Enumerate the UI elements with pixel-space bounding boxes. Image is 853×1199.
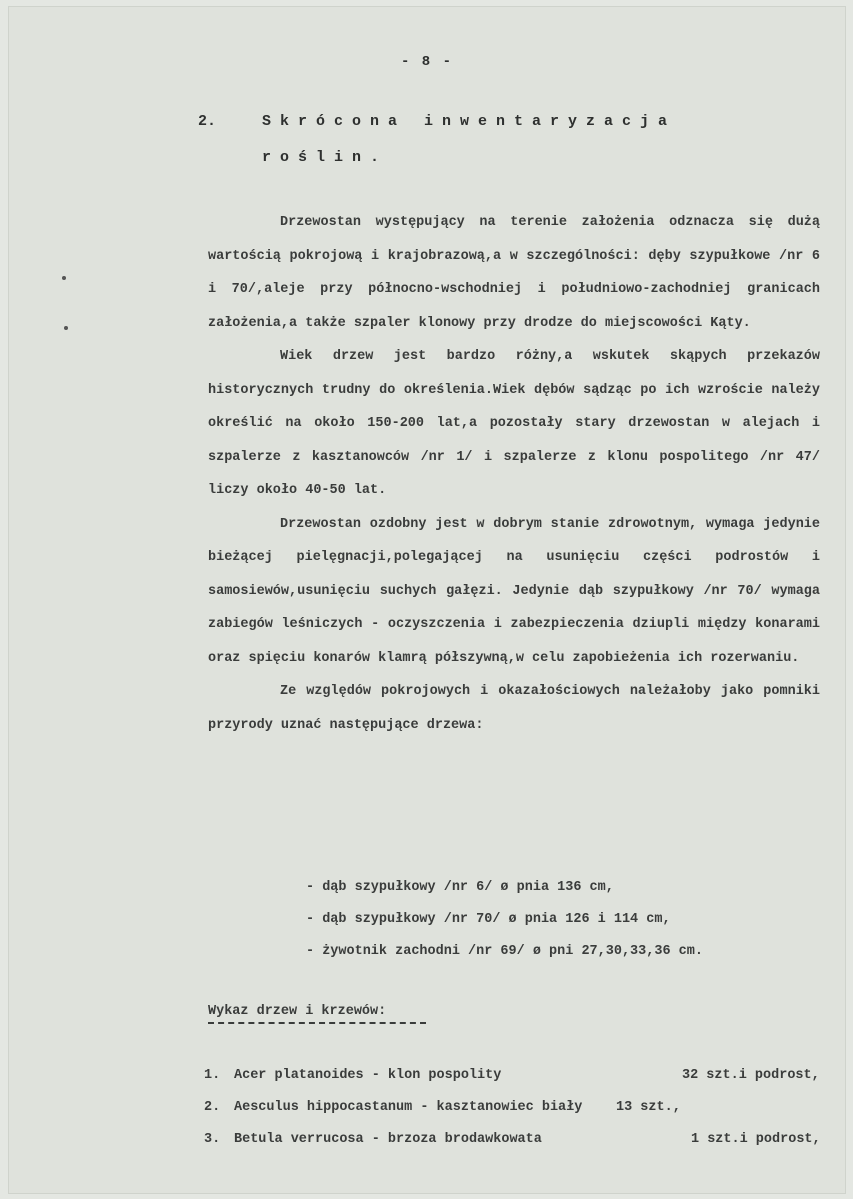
- list-heading-underline: [208, 1022, 426, 1024]
- paragraph: Drzewostan ozdobny jest w dobrym stanie zdrowotnym, wymaga jedynie bieżącej pielęgnacji,polegającej na usunięciu części podrostów i samosiewów,usunięciu suchych gałęzi. Jedynie dąb szypułkowy /nr 70/ wymaga zabiegów leśniczych - oczyszczenia i zabezpieczenia dziupli między konarami oraz spięciu konarów klamrą półszywną,w celu zapobieżenia ich rozerwaniu.: [208, 516, 820, 666]
- tree-number: 3.: [204, 1132, 221, 1147]
- tree-quantity: 32 szt.i podrost,: [682, 1068, 820, 1083]
- tree-number: 1.: [204, 1068, 221, 1083]
- binder-hole-mark: [64, 326, 68, 330]
- section-title-line1: Skrócona inwentaryzacja: [262, 113, 677, 130]
- tree-name: Aesculus hippocastanum - kasztanowiec biały: [234, 1100, 583, 1115]
- monument-list: [306, 872, 846, 968]
- tree-row: [204, 1124, 853, 1156]
- paragraph: Ze względów pokrojowych i okazałościowych należałoby jako pomniki przyrody uznać następujące drzewa:: [208, 684, 820, 733]
- paragraph: Wiek drzew jest bardzo różny,a wskutek skąpych przekazów historycznych trudny do określenia.Wiek dębów sądząc po ich wzroście należy określić na około 150-200 lat,a pozostały stary drzewostan w alejach i szpalerze z kasztanowców /nr 1/ i szpalerze z klonu pospolitego /nr 47/ liczy około 40-50 lat.: [208, 349, 820, 498]
- tree-name: Acer platanoides - klon pospolity: [234, 1068, 502, 1083]
- tree-number: 2.: [204, 1100, 221, 1115]
- binder-hole-mark: [62, 276, 66, 280]
- list-heading: [208, 1004, 426, 1024]
- monument-item: - dąb szypułkowy /nr 6/ ø pnia 136 cm,: [306, 880, 614, 895]
- tree-list: [204, 1060, 853, 1156]
- tree-quantity: 13 szt.,: [616, 1100, 681, 1115]
- body-text: [208, 206, 820, 742]
- paragraph: Drzewostan występujący na terenie założenia odznacza się dużą wartością pokrojową i krajobrazową,a w szczególności: dęby szypułkowe /nr 6 i 70/,aleje przy północno-wschodniej i południowo-zachodniej granicach założenia,a także szpaler klonowy przy drodze do miejscowości Kąty.: [208, 215, 820, 331]
- list-heading-text: Wykaz drzew i krzewów:: [208, 1004, 387, 1019]
- page-number: - 8 -: [400, 54, 453, 70]
- monument-item: - dąb szypułkowy /nr 70/ ø pnia 126 i 114 cm,: [306, 912, 671, 927]
- tree-row: [204, 1060, 853, 1092]
- section-heading: [198, 104, 798, 176]
- section-number: 2.: [198, 113, 217, 130]
- monument-item: - żywotnik zachodni /nr 69/ ø pni 27,30,33,36 cm.: [306, 944, 703, 959]
- section-title-line2: roślin.: [262, 149, 389, 166]
- tree-name: Betula verrucosa - brzoza brodawkowata: [234, 1132, 542, 1147]
- document-page: [8, 6, 846, 1194]
- tree-quantity: 1 szt.i podrost,: [691, 1132, 821, 1147]
- tree-row: [204, 1092, 853, 1124]
